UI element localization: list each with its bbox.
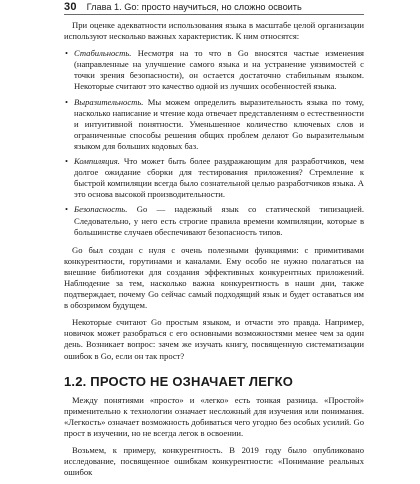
list-item-compilation <box>64 156 364 200</box>
bullet-icon: • <box>65 96 69 107</box>
list-item-stability <box>64 48 364 92</box>
intro-paragraph: При оценке адекватности использования языка в масштабе целой организации используют несколько важных характеристик. К ним относятся: <box>64 20 364 42</box>
header-divider <box>64 14 364 15</box>
list-item-term: Стабильность. <box>74 48 132 59</box>
list-item-term: Выразительность. <box>74 96 144 107</box>
list-item-text: Go — надежный язык со статической типизацией. Следовательно, у него есть строгие правила времени компиляции, которые в большинстве случаев обеспечивают безопасность типов. <box>74 204 364 237</box>
section-heading: 1.2. ПРОСТО НЕ ОЗНАЧАЕТ ЛЕГКО <box>64 373 294 389</box>
chapter-title: Глава 1. Go: просто научиться, но сложно освоить <box>86 2 302 12</box>
running-header <box>64 0 364 14</box>
page-number: 30 <box>64 1 77 13</box>
simple-vs-easy-paragraph: Между понятиями «просто» и «легко» есть тонкая разница. «Простой» применительно к технологии означает несложный для изучения или понимания. «Легкость» означает возможность добиваться чего угодно без особых усилий. Go прост в изучении, но не всегда легок в освоении. <box>64 394 364 438</box>
bullet-icon: • <box>65 204 69 215</box>
concurrency-study-paragraph: Возьмем, к примеру, конкурентность. В 2019 году было опубликовано исследование, посвященное ошибкам конкурентности: «Понимание реальных ошибок <box>64 445 364 478</box>
simplicity-paragraph: Некоторые считают Go простым языком, и отчасти это правда. Например, новичок может разобраться с его основными возможностями менее чем за один день. Возникает вопрос: зачем же изучать книгу, посвященную систематизации ошибок в Go, если он так прост? <box>64 317 364 361</box>
list-item-expressiveness <box>64 97 364 152</box>
bullet-icon: • <box>65 156 69 167</box>
list-item-text: Мы можем определить выразительность языка по тому, насколько написание и чтение кода отвечает представлениям о естественности и интуитивной понятности. Уменьшенное количество ключевых слов и ограниченные способы решения общих проблем делают Go выразительным языком для больших кодовых баз. <box>74 96 364 151</box>
list-item-term: Компиляция. <box>74 156 120 167</box>
list-item-text: Что может быть более раздражающим для разработчиков, чем долгое ожидание сборки для тестирования приложения? Стремление к быстрой компиляции всегда было сознательной целью разработчиков языка. А это основа высокой производительности. <box>74 156 364 200</box>
concurrency-paragraph: Go был создан с нуля с очень полезными функциями: с примитивами конкурентности, горутинами и каналами. Ему особо не нужно полагаться на внешние библиотеки для создания эффективных конкурентных приложений. Наблюдение за тем, насколько важна конкурентность в наши дни, также подтверждает, почему Go сейчас самый подходящий язык и будет оставаться им в обозримом будущем. <box>64 244 364 311</box>
list-item-term: Безопасность. <box>74 204 128 215</box>
bullet-icon: • <box>65 48 69 59</box>
characteristics-list <box>64 48 364 238</box>
list-item-safety <box>64 204 364 237</box>
list-item-text: Несмотря на то что в Go вносятся частые изменения (направленные на улучшение самого языка и на устранение уязвимостей с точки зрения безопасности), он остается достаточно стабильным языком. Некоторые считают это качество одной из лучших особенностей языка. <box>74 48 364 92</box>
page-body <box>64 20 364 484</box>
